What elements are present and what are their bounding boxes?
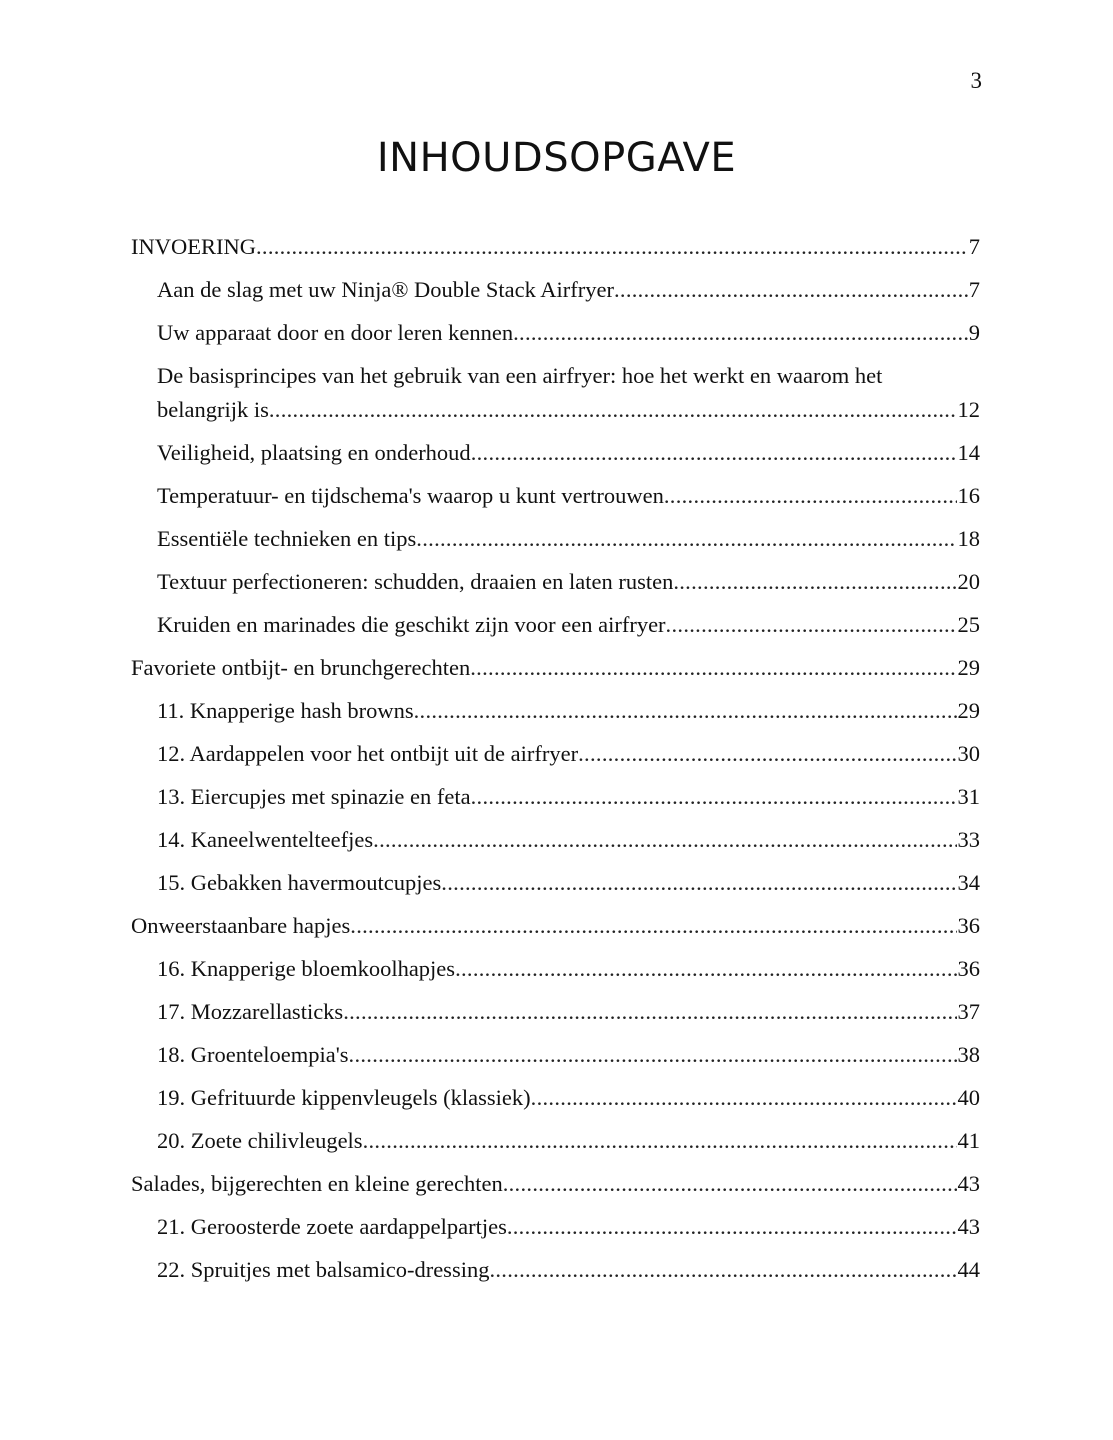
toc-entry-page: 37: [957, 999, 980, 1024]
toc-entry[interactable]: [131, 780, 980, 814]
toc-entry[interactable]: [131, 522, 980, 556]
toc-entry-page: 12: [957, 397, 980, 422]
toc-entry-title: 15. Gebakken havermoutcupjes: [157, 870, 442, 895]
dot-leader: [349, 1038, 957, 1072]
toc-entry-title: 19. Gefrituurde kippenvleugels (klassiek): [157, 1085, 531, 1110]
dot-leader: [578, 737, 956, 771]
toc-entry-title: 16. Knapperige bloemkoolhapjes: [157, 956, 456, 981]
toc-entry-title: 18. Groenteloempia's: [157, 1042, 349, 1067]
toc-entry-title: Salades, bijgerechten en kleine gerechten: [131, 1171, 503, 1196]
toc-entry-title: INVOERING: [131, 234, 256, 259]
toc-entry[interactable]: [131, 316, 980, 350]
toc-entry-title: 17. Mozzarellasticks: [157, 999, 344, 1024]
toc-entry-page: 36: [957, 956, 980, 981]
dot-leader: [269, 393, 957, 427]
toc-entry-page: 18: [957, 526, 980, 551]
toc-entry-title: Textuur perfectioneren: schudden, draaien en laten rusten: [157, 569, 674, 594]
toc-entry[interactable]: [131, 608, 980, 642]
dot-leader: [256, 230, 968, 264]
dot-leader: [471, 780, 957, 814]
toc-entry-title: 21. Geroosterde zoete aardappelpartjes: [157, 1214, 507, 1239]
toc-entry-title: 20. Zoete chilivleugels: [157, 1128, 363, 1153]
toc-entry[interactable]: [131, 273, 980, 307]
dot-leader: [513, 316, 968, 350]
toc-entry[interactable]: [131, 866, 980, 900]
dot-leader: [489, 1253, 956, 1287]
toc-entry-title: Veiligheid, plaatsing en onderhoud: [157, 440, 471, 465]
toc-entry[interactable]: [131, 1038, 980, 1072]
toc-entry-page: 29: [957, 655, 980, 680]
dot-leader: [507, 1210, 957, 1244]
toc-entry-page: 36: [957, 913, 980, 938]
dot-leader: [614, 273, 968, 307]
toc-entry-page: 41: [957, 1128, 980, 1153]
toc-entry-title: belangrijk is: [157, 397, 269, 422]
toc-entry[interactable]: [131, 651, 980, 685]
toc-entry[interactable]: [131, 1124, 980, 1158]
toc-entry-title: Temperatuur- en tijdschema's waarop u kunt vertrouwen: [157, 483, 664, 508]
toc-entry-title: Aan de slag met uw Ninja® Double Stack Airfryer: [157, 277, 614, 302]
toc-entry-page: 16: [957, 483, 980, 508]
toc-entry-title: Favoriete ontbijt- en brunchgerechten: [131, 655, 471, 680]
toc-entry[interactable]: [131, 694, 980, 728]
toc-entry-title: 22. Spruitjes met balsamico-dressing: [157, 1257, 490, 1282]
dot-leader: [373, 823, 956, 857]
toc-entry-page: 14: [957, 440, 980, 465]
toc-entry-title: Onweerstaanbare hapjes: [131, 913, 351, 938]
toc-entry-page: 30: [957, 741, 980, 766]
dot-leader: [414, 694, 957, 728]
toc-entry[interactable]: [131, 1210, 980, 1244]
toc-entry-title-line1: De basisprincipes van het gebruik van een airfryer: hoe het werkt en waarom het: [157, 363, 883, 388]
toc-entry[interactable]: [131, 737, 980, 771]
toc-entry-page: 29: [957, 698, 980, 723]
toc-entry[interactable]: [131, 952, 980, 986]
toc-entry-page: 25: [957, 612, 980, 637]
dot-leader: [455, 952, 956, 986]
dot-leader: [664, 479, 957, 513]
toc-entry-title: 12. Aardappelen voor het ontbijt uit de airfryer: [157, 741, 579, 766]
page-number: 3: [970, 68, 982, 93]
dot-leader: [666, 608, 957, 642]
toc-entry-page: 7: [968, 234, 980, 259]
toc-entry[interactable]: [131, 436, 980, 470]
toc-entry-page: 43: [957, 1214, 980, 1239]
page-title: INHOUDSOPGAVE: [376, 135, 737, 181]
dot-leader: [441, 866, 956, 900]
toc-entry[interactable]: [131, 230, 980, 264]
toc-entry[interactable]: [131, 479, 980, 513]
toc-entry-title: Kruiden en marinades die geschikt zijn voor een airfryer: [157, 612, 666, 637]
dot-leader: [471, 436, 957, 470]
toc-entry-page: 38: [957, 1042, 980, 1067]
dot-leader: [673, 565, 956, 599]
toc-entry[interactable]: [131, 1081, 980, 1115]
dot-leader: [470, 651, 956, 685]
toc-entry[interactable]: [131, 823, 980, 857]
dot-leader: [343, 995, 956, 1029]
toc-entry-title: Uw apparaat door en door leren kennen: [157, 320, 514, 345]
toc-entry[interactable]: [131, 909, 980, 943]
toc-entry-page: 44: [957, 1257, 980, 1282]
toc-entry-page: 9: [968, 320, 980, 345]
toc-entry[interactable]: [131, 565, 980, 599]
toc-entry-title: 14. Kaneelwentelteefjes: [157, 827, 374, 852]
dot-leader: [363, 1124, 957, 1158]
toc-entry[interactable]: [131, 1253, 980, 1287]
toc-entry-page: 33: [957, 827, 980, 852]
toc-entry-page: 34: [957, 870, 980, 895]
dot-leader: [531, 1081, 957, 1115]
table-of-contents: [131, 230, 980, 1296]
dot-leader: [350, 909, 956, 943]
toc-entry-page: 43: [957, 1171, 980, 1196]
dot-leader: [416, 522, 956, 556]
toc-entry[interactable]: [131, 995, 980, 1029]
dot-leader: [503, 1167, 957, 1201]
toc-entry-page: 40: [957, 1085, 980, 1110]
toc-entry-title: Essentiële technieken en tips: [157, 526, 417, 551]
toc-entry-title: 13. Eiercupjes met spinazie en feta: [157, 784, 471, 809]
toc-entry[interactable]: [131, 359, 980, 427]
toc-entry-page: 31: [957, 784, 980, 809]
toc-entry-page: 7: [968, 277, 980, 302]
toc-entry-page: 20: [957, 569, 980, 594]
toc-entry-title: 11. Knapperige hash browns: [157, 698, 414, 723]
toc-entry[interactable]: [131, 1167, 980, 1201]
